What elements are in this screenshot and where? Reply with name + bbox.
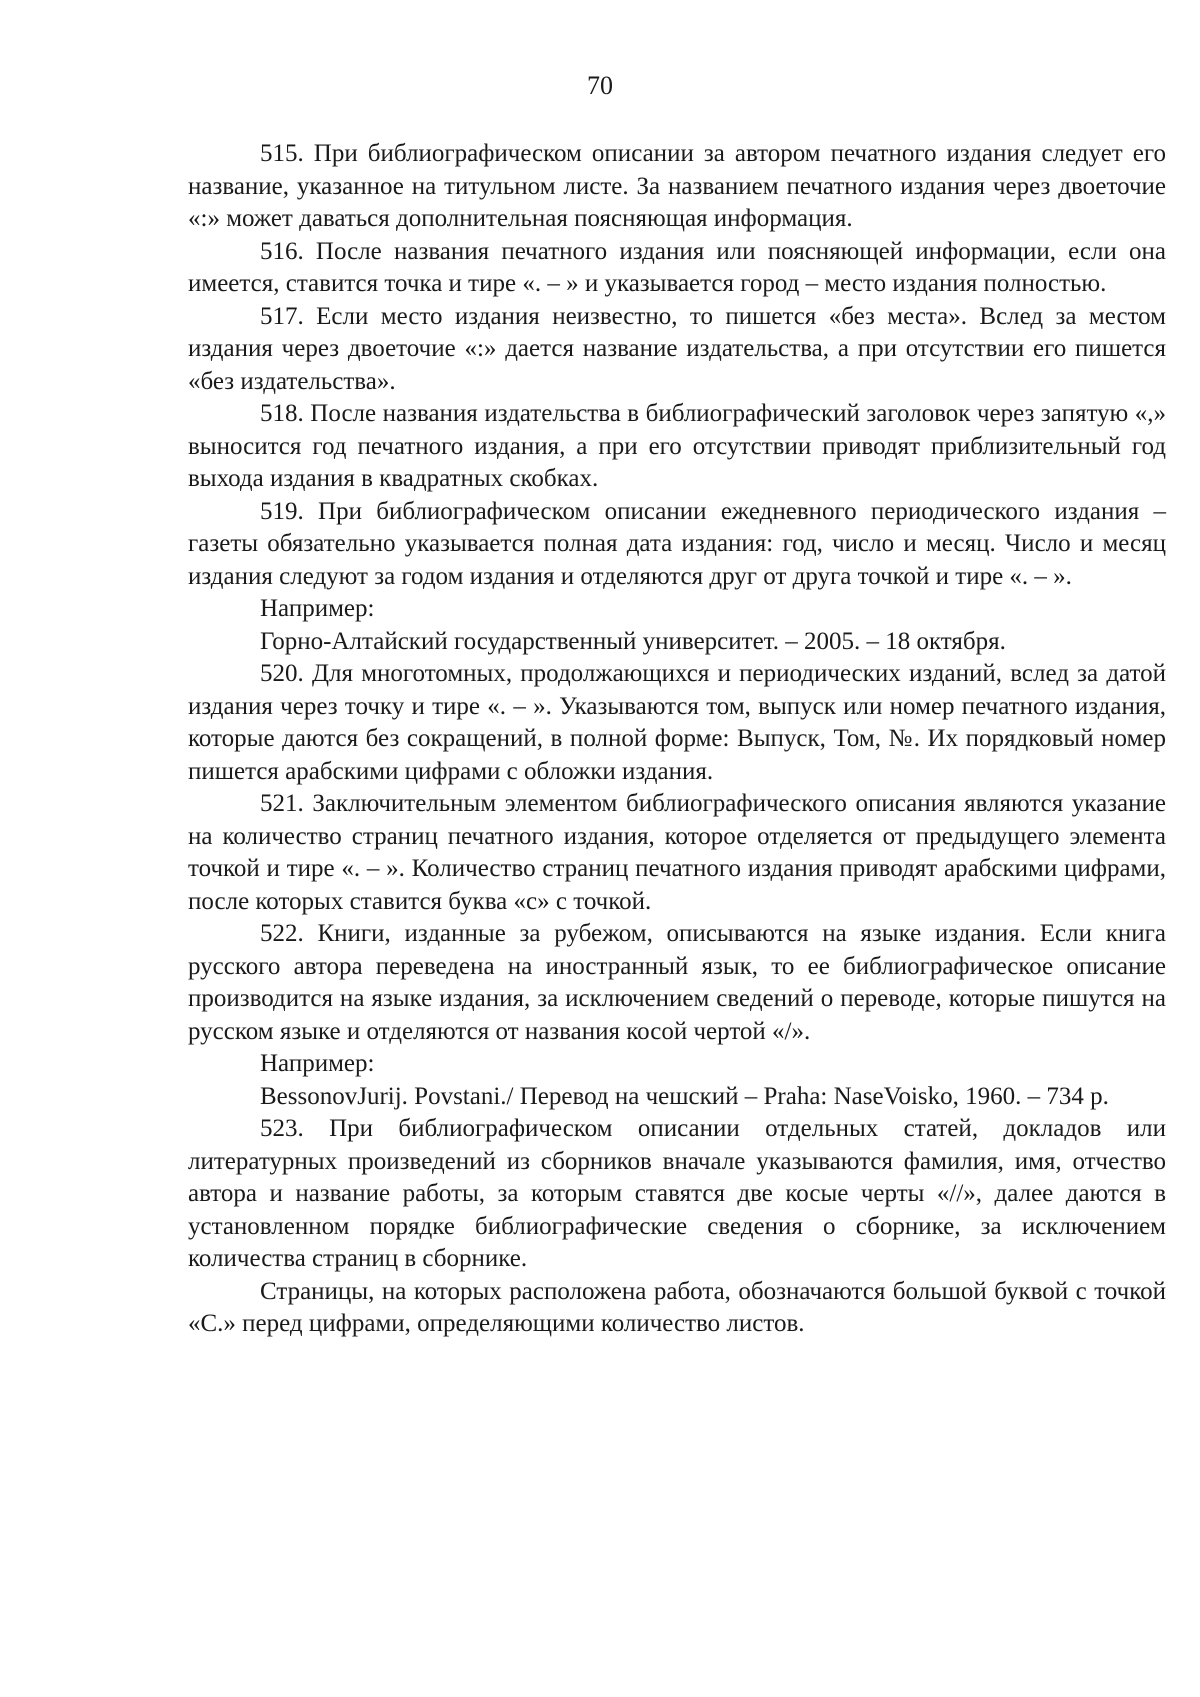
example-text-1: Горно-Алтайский государственный университет. – 2005. – 18 октября. — [260, 627, 1006, 655]
paragraph-518: 518. После названия издательства в библиографический заголовок через запятую «,» выносится год печатного издания, а при его отсутствии приводят приблизительный год выхода издания в квадратных скобках. — [188, 400, 1166, 492]
paragraph-519: 519. При библиографическом описании ежедневного периодического издания – газеты обязательно указывается полная дата издания: год, число и месяц. Число и месяц издания следуют за годом издания и отделяются друг от друга точкой и тире «. – ». — [188, 497, 1166, 590]
paragraph-515: 515. При библиографическом описании за автором печатного издания следует его название, указанное на титульном листе. За названием печатного издания через двоеточие «:» может даваться дополнительная поясняющая информация. — [188, 140, 1166, 232]
paragraph-520: 520. Для многотомных, продолжающихся и периодических изданий, вслед за датой издания через точку и тире «. – ». Указываются том, выпуск или номер печатного издания, которые даются без сокращений, в полной форме: Выпуск, Том, №. Их порядковый номер пишется арабскими цифрами с обложки издания. — [188, 660, 1166, 785]
paragraph-522: 522. Книги, изданные за рубежом, описываются на языке издания. Если книга русского автора переведена на иностранный язык, то ее библиографическое описание производится на языке издания, за исключением сведений о переводе, которые пишутся на русском языке и отделяются от названия косой чертой «/». — [188, 920, 1166, 1045]
example-label-1: Например: — [260, 595, 375, 622]
paragraph-516: 516. После названия печатного издания или поясняющей информации, если она имеется, ставится точка и тире «. – » и указывается город – место издания полностью. — [188, 237, 1166, 297]
example-text-2: BessonovJurij. Povstani./ Перевод на чешский – Praha: NaseVoisko, 1960. – 734 p. — [260, 1082, 1109, 1110]
paragraph-521: 521. Заключительным элементом библиографического описания являются указание на количество страниц печатного издания, которое отделяется от предыдущего элемента точкой и тире «. – ». Количество страниц печатного издания приводят арабскими цифрами, после которых ставится буква «с» с точкой. — [188, 790, 1166, 915]
page-number: 70 — [587, 71, 613, 100]
paragraph-517: 517. Если место издания неизвестно, то пишется «без места». Вслед за местом издания через двоеточие «:» дается название издательства, а при отсутствии его пишется «без издательства». — [188, 302, 1166, 395]
example-label-2: Например: — [260, 1050, 375, 1077]
document-body — [188, 138, 1166, 1341]
paragraph-523: 523. При библиографическом описании отдельных статей, докладов или литературных произведений из сборников вначале указываются фамилия, имя, отчество автора и название работы, за которым ставятся две косые черты «//», далее даются в установленном порядке библиографические сведения о сборнике, за исключением количества страниц в сборнике. — [188, 1115, 1166, 1272]
paragraph-523-continuation: Страницы, на которых расположена работа, обозначаются большой буквой с точкой «С.» перед цифрами, определяющими количество листов. — [188, 1277, 1166, 1337]
